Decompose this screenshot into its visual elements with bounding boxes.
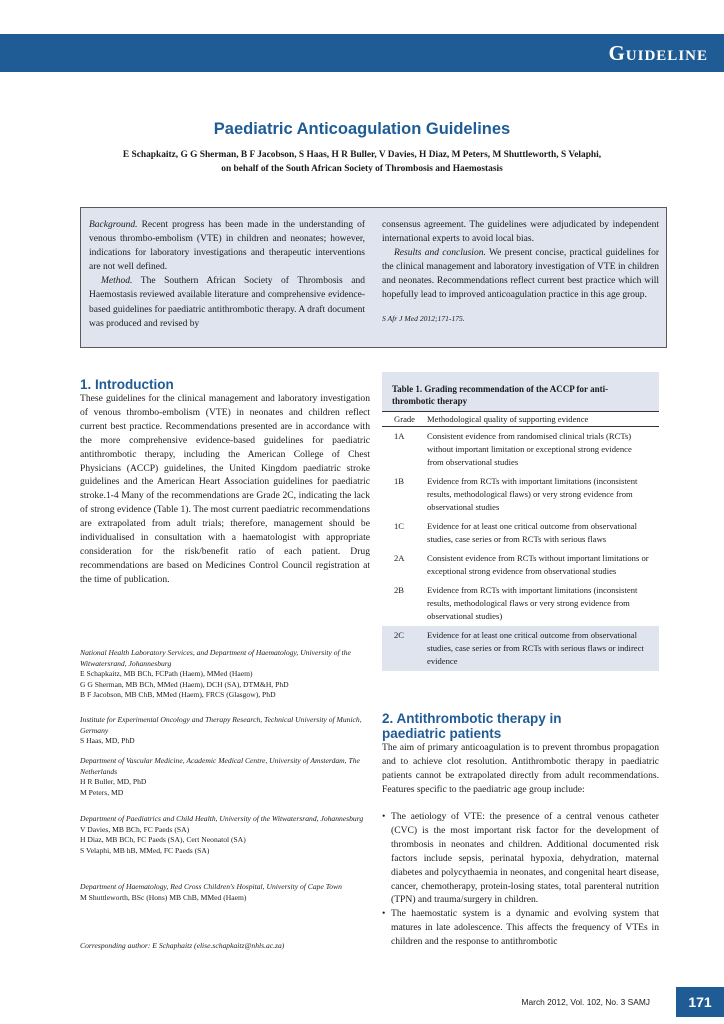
abstract-box xyxy=(80,207,667,348)
article-title: Paediatric Anticoagulation Guidelines xyxy=(213,120,511,138)
table-row xyxy=(382,427,659,472)
table-row xyxy=(382,581,659,626)
corresponding-author: Corresponding author: E Schaphaitz (elise.schapkaitz@nhls.ac.za) xyxy=(80,941,285,950)
affiliation-organisation: Institute for Experimental Oncology and Therapy Research, Technical University of Munich, Germany xyxy=(80,715,362,735)
affiliation-person: E Schapkaitz, MB BCh, FCPath (Haem), MMed (Haem) xyxy=(80,669,253,679)
affiliation-block xyxy=(80,648,370,701)
table-1 xyxy=(382,372,659,671)
abstract-method-text: The Southern African Society of Thrombosis and Haemostasis reviewed available literature and comprehensive evidence-based guidelines for paediatric antithrombotic therapy. A draft document was produced and revised by xyxy=(89,276,365,329)
abstract-citation: S Afr J Med 2012;171-175. xyxy=(382,313,465,323)
table-cell-grade: 1B xyxy=(394,476,405,486)
section-2-heading xyxy=(382,711,562,741)
table-cell-description: Evidence for at least one critical outcome from observational studies, case series or from RCTs with serious flaws xyxy=(427,521,637,544)
authors-line-1: E Schapkaitz, G G Sherman, B F Jacobson, S Haas, H R Buller, V Davies, H Diaz, M Peters, M Shuttleworth, S Velaphi, xyxy=(122,150,602,160)
section-label: Guideline xyxy=(608,41,708,65)
table-header-row xyxy=(382,411,659,427)
affiliation-person: B F Jacobson, MB ChB, MMed (Haem), FRCS (Glasgow), PhD xyxy=(80,690,276,700)
affiliation-block xyxy=(80,756,370,798)
bullet-text: The aetiology of VTE: the presence of a central venous catheter (CVC) is the most important risk factor for the development of thrombosis in neonates and children. Additional documented risk factors include sepsis, perinatal hypoxia, dehydration, maternal diabetes and polycythaemia in neonates, and congenital heart disease, cancer, chemotherapy, protein-losing states, total parenteral nutrition (TPN) and trauma/surgery in children. xyxy=(391,811,659,906)
table-cell-description: Evidence from RCTs with important limitations (inconsistent results, methodological flaws) or very strong evidence from observational studies xyxy=(427,476,638,512)
affiliation-organisation: Department of Paediatrics and Child Health, University of the Witwatersrand, Johannesburg xyxy=(80,814,364,823)
table-cell-description: Evidence for at least one critical outcome from observational studies, case series or from RCTs with serious flaws or indirect evidence xyxy=(427,630,644,666)
intro-paragraph: These guidelines for the clinical management and laboratory investigation of venous thrombo-embolism (VTE) in neonates and children reflect current best practice. Recommendations presented are in accordance with the more comprehensive evidence-based guidelines for paediatric antithrombotic therapy, including the American College of Chest Physicians (ACCP) guidelines, the United Kingdom paediatric stroke guidelines and the American Heart Association guidelines for paediatric stroke.1-4 Many of the recommendations are Grade 2C, indicating the lack of strong evidence (Table 1). The most current paediatric recommendations are extrapolated from adult trials; therefore, management should be individualised in consultation with a haematologist with appropriate consideration for the risk/benefit ratio of each patient. Drug recommendations are based on Medicines Control Council registration at the time of publication. xyxy=(80,393,370,585)
section-banner xyxy=(0,34,724,72)
abstract-column-2 xyxy=(382,218,659,326)
table-cell-description: Consistent evidence from randomised clinical trials (RCTs) without important limitation or exceptional strong evidence from observational studies xyxy=(427,431,632,467)
abstract-method-continued: consensus agreement. The guidelines were adjudicated by independent international experts to avoid local bias. xyxy=(382,220,659,245)
bullet-marker: • xyxy=(382,908,386,920)
table-cell-description: Consistent evidence from RCTs without important limitations or exceptional strong evidence from observational studies xyxy=(427,553,649,576)
table-header-quality: Methodological quality of supporting evidence xyxy=(427,414,589,424)
section-2-heading-line-1: 2. Antithrombotic therapy in xyxy=(382,711,562,726)
section-2-text xyxy=(382,741,659,797)
table-row xyxy=(382,472,659,517)
journal-citation: March 2012, Vol. 102, No. 3 SAMJ xyxy=(521,997,650,1007)
table-cell-grade: 2B xyxy=(394,585,405,595)
abstract-results-label: Results and conclusion. xyxy=(394,248,486,259)
affiliation-person: H Diaz, MB BCh, FC Paeds (SA), Cert Neonatol (SA) xyxy=(80,835,246,845)
table-cell-grade: 2A xyxy=(394,553,405,563)
author-list xyxy=(40,148,684,176)
section-2-paragraph: The aim of primary anticoagulation is to prevent thrombus propagation and to achieve clot resolution. Antithrombotic therapy in paediatric patients cannot be extrapolated directly from adult recommendations. Features specific to the paediatric age group include: xyxy=(382,742,659,795)
table-row xyxy=(382,517,659,549)
affiliation-person: M Peters, MD xyxy=(80,787,124,797)
bullet-item xyxy=(382,907,659,949)
table-row xyxy=(382,549,659,581)
bullet-text: The haemostatic system is a dynamic and evolving system that matures in late adolescence. This affects the frequency of VTEs in children and the response to antithrombotic xyxy=(391,908,659,948)
affiliation-person: S Haas, MD, PhD xyxy=(80,736,135,746)
affiliation-block xyxy=(80,814,370,856)
page-footer xyxy=(0,987,724,1017)
affiliation-person: M Shuttleworth, BSc (Hons) MB ChB, MMed (Haem) xyxy=(80,892,247,902)
table-cell-grade: 1A xyxy=(394,431,405,441)
abstract-background-label: Background. xyxy=(89,220,138,230)
table-row xyxy=(382,626,659,671)
affiliation-block xyxy=(80,715,370,747)
affiliation-person: S Velaphi, MB hB, MMed, FC Paeds (SA) xyxy=(80,845,210,855)
affiliation-person: G G Sherman, MB BCh, MMed (Haem), DCH (SA), DTM&H, PhD xyxy=(80,679,289,689)
abstract-column-1 xyxy=(89,218,365,331)
table-header-grade: Grade xyxy=(394,414,415,424)
section-2-heading-line-2: paediatric patients xyxy=(382,726,502,741)
abstract-method-label: Method. xyxy=(101,276,133,287)
affiliation-person: V Davies, MB BCh, FC Paeds (SA) xyxy=(80,824,190,834)
intro-text xyxy=(80,392,370,587)
abstract-background-text: Recent progress has been made in the understanding of venous thrombo-embolism (VTE) in children and neonates; however, indications for laboratory investigations and therapeutic interventions are not well defined. xyxy=(89,220,365,273)
abstract-results-text: We present concise, practical guidelines for the clinical management and laboratory investigation of VTE in children and neonates. Recommendations reflect current best practice which will hopefully lead to improved anticoagulation practice in this age group. xyxy=(382,248,659,301)
table-cell-description: Evidence from RCTs with important limitations (inconsistent results, methodological flaws or very strong evidence from observational studies) xyxy=(427,585,638,621)
affiliations xyxy=(80,648,370,933)
page-number: 171 xyxy=(676,987,724,1017)
table-cell-grade: 2C xyxy=(394,630,405,640)
affiliation-organisation: Department of Vascular Medicine, Academic Medical Centre, University of Amsterdam, The Netherlands xyxy=(80,756,360,776)
affiliation-organisation: Department of Haematology, Red Cross Children's Hospital, University of Cape Town xyxy=(80,882,342,891)
bullet-marker: • xyxy=(382,811,386,822)
table-cell-grade: 1C xyxy=(394,521,405,531)
intro-heading: 1. Introduction xyxy=(80,377,174,392)
authors-line-2: on behalf of the South African Society of Thrombosis and Haemostasis xyxy=(221,164,503,174)
bullet-item xyxy=(382,810,659,907)
table-caption: Table 1. Grading recommendation of the ACCP for anti-thrombotic therapy xyxy=(392,384,609,406)
affiliation-block xyxy=(80,882,370,903)
affiliation-person: H R Buller, MD, PhD xyxy=(80,777,147,787)
affiliation-organisation: National Health Laboratory Services, and Department of Haematology, University of the Witwatersrand, Johannesburg xyxy=(80,648,351,668)
section-2-bullets xyxy=(382,810,659,949)
